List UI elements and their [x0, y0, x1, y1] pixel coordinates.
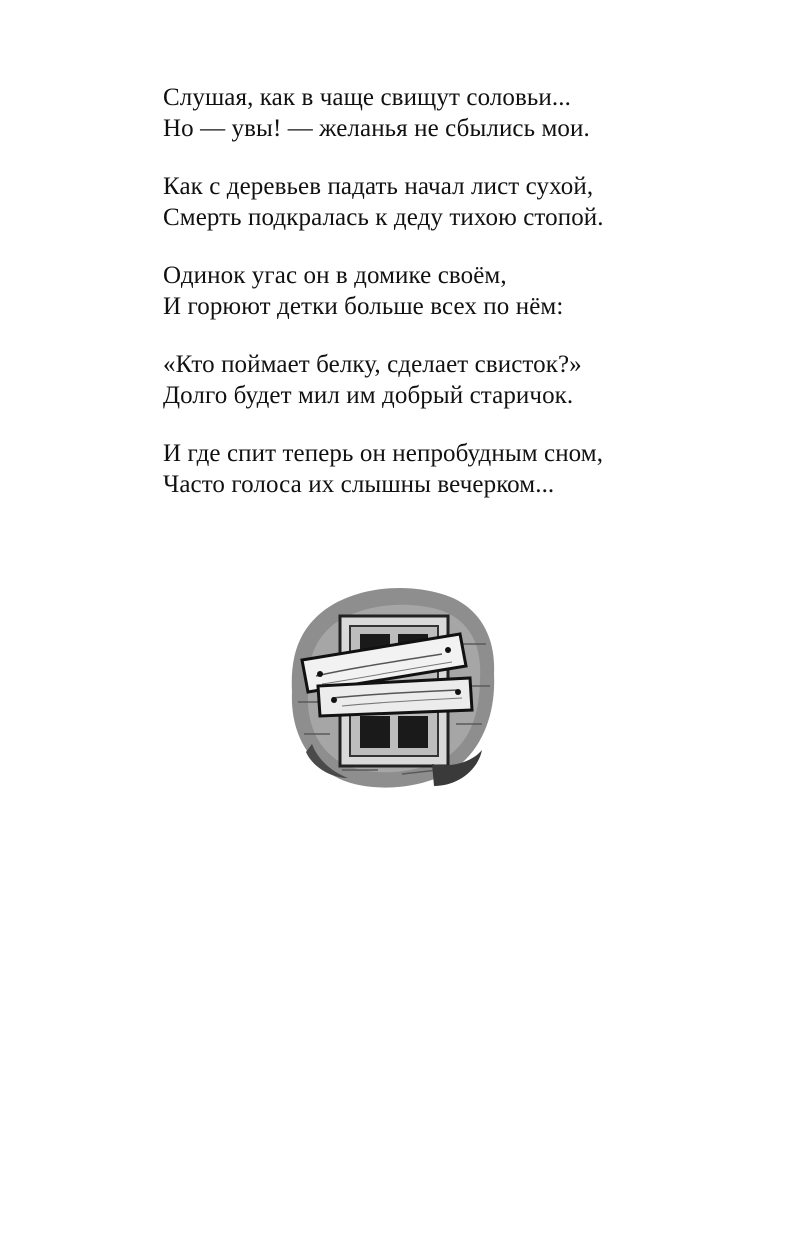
stanza: [163, 438, 723, 500]
poem-line: И горюют детки больше всех по нём:: [163, 293, 564, 320]
poem-line: Но — увы! — желанья не сбылись мои.: [163, 115, 590, 142]
poem-text: [163, 82, 723, 527]
stanza: [163, 82, 723, 144]
window-pane: [398, 716, 428, 748]
poem-line: Как с деревьев падать начал лист сухой,: [163, 173, 594, 200]
boarded-window-illustration: [282, 574, 502, 794]
poem-line: Одинок угас он в домике своём,: [163, 262, 507, 289]
stanza: [163, 260, 723, 322]
stanza: [163, 171, 723, 233]
boarded-window-drawing: [282, 574, 502, 794]
window-pane: [360, 716, 390, 748]
stanza: [163, 349, 723, 411]
poem-line: Слушая, как в чаще свищут соловьи...: [163, 84, 571, 111]
poem-line: «Кто поймает белку, сделает свисток?»: [163, 351, 582, 378]
poem-line: Долго будет мил им добрый старичок.: [163, 382, 574, 409]
poem-line: И где спит теперь он непробудным сном,: [163, 440, 604, 467]
poem-line: Часто голоса их слышны вечерком...: [163, 471, 555, 498]
poem-line: Смерть подкралась к деду тихою стопой.: [163, 204, 604, 231]
